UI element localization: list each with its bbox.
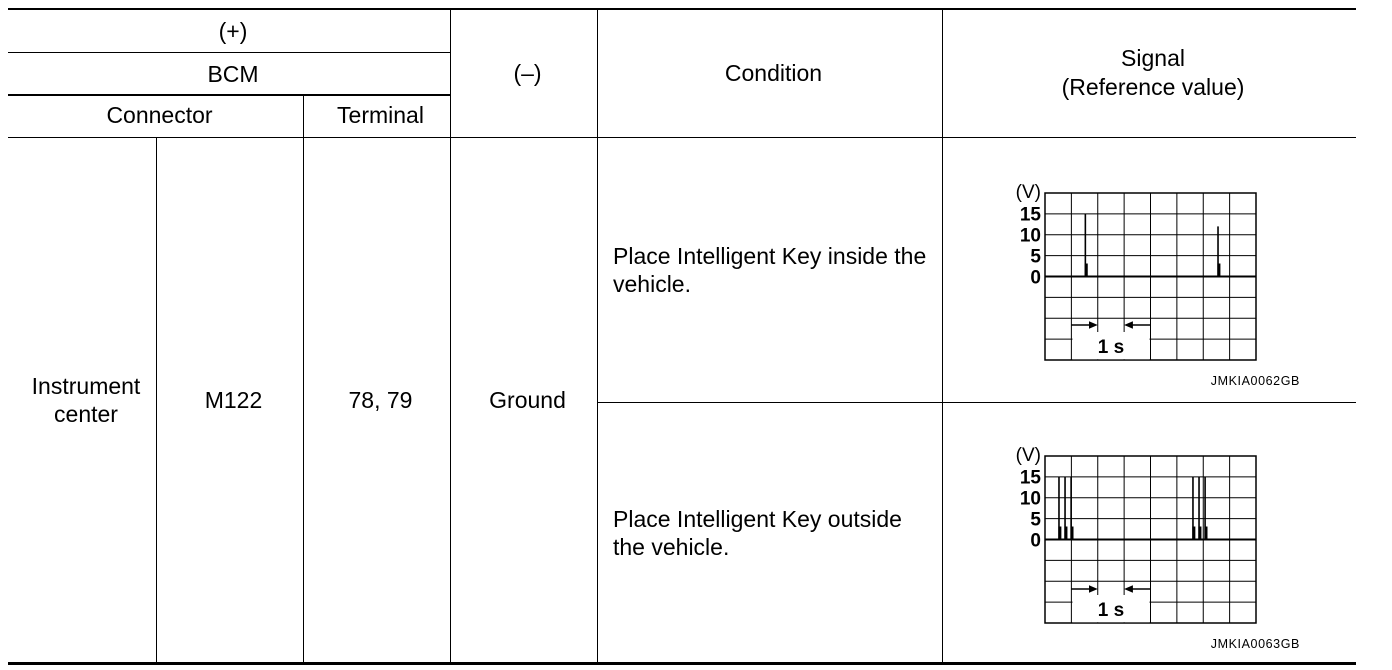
connector-name: Instrument center: [31, 373, 141, 427]
time-scale-arrowhead-left: [1089, 321, 1098, 329]
condition-cell-outside: [613, 403, 933, 662]
time-scale-arrow: [1071, 585, 1150, 593]
negative-terminal: Ground: [489, 387, 566, 413]
y-unit-label: (V): [1015, 445, 1041, 466]
figure-id: JMKIA0062GB: [1210, 374, 1300, 388]
waveform-pulse-base: [1198, 527, 1201, 540]
y-tick-label: 10: [1019, 488, 1041, 510]
time-scale-arrowhead-right: [1124, 585, 1133, 593]
time-scale-arrow: [1071, 321, 1150, 329]
header-terminal: Terminal: [337, 102, 424, 128]
condition-cell-inside: [613, 138, 933, 402]
waveform-pulse-base: [1204, 527, 1207, 540]
header-signal-note: (Reference value): [1061, 73, 1245, 100]
time-scale-label: 1 s: [1097, 337, 1125, 358]
signal-waveform-outside: [1000, 438, 1310, 653]
header-signal-label: Signal: [1121, 44, 1185, 71]
y-tick-label: 0: [1030, 530, 1041, 552]
condition-text: Place Intelligent Key inside the vehicle.: [613, 243, 927, 297]
y-tick-label: 5: [1030, 509, 1041, 531]
signal-waveform-inside: [1000, 175, 1310, 390]
time-scale-label: 1 s: [1097, 600, 1125, 621]
waveform-pulse-base: [1192, 527, 1195, 540]
time-scale-arrowhead-left: [1089, 585, 1098, 593]
y-tick-label: 0: [1030, 267, 1041, 289]
waveform-pulse-base: [1217, 264, 1220, 277]
header-negative: (–): [513, 59, 542, 86]
waveform-pulse-base: [1058, 527, 1061, 540]
y-tick-label: 10: [1019, 225, 1041, 247]
connector-number: M122: [204, 387, 263, 413]
header-unit: BCM: [207, 60, 259, 87]
y-unit-label: (V): [1015, 182, 1041, 203]
terminal-numbers: 78, 79: [348, 387, 413, 413]
header-condition: Condition: [724, 59, 823, 86]
waveform-pulse-base: [1071, 527, 1074, 540]
waveform-pulse-base: [1064, 527, 1067, 540]
y-tick-label: 15: [1019, 204, 1041, 226]
condition-text: Place Intelligent Key outside the vehicle.: [613, 505, 902, 560]
time-scale-arrowhead-right: [1124, 321, 1133, 329]
figure-id: JMKIA0063GB: [1210, 637, 1300, 651]
y-tick-label: 5: [1030, 246, 1041, 268]
header-signal: [942, 10, 1356, 135]
header-connector: Connector: [106, 102, 213, 128]
waveform-pulse-base: [1085, 264, 1088, 277]
header-positive: (+): [218, 18, 248, 44]
y-tick-label: 15: [1019, 467, 1041, 489]
